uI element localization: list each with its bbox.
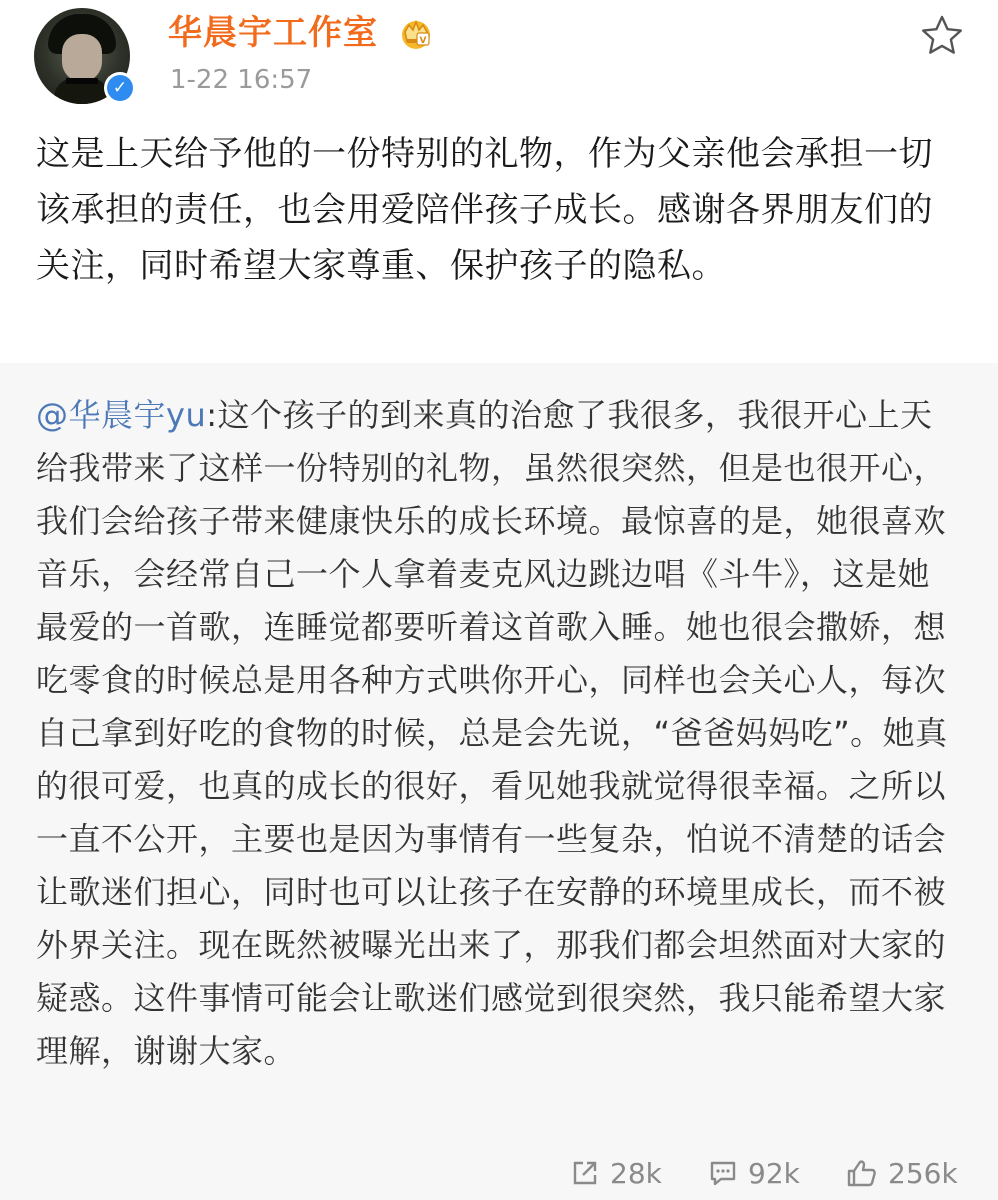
- verified-badge-icon: ✓: [104, 72, 136, 104]
- username[interactable]: 华晨宇工作室: [168, 13, 378, 53]
- like-button[interactable]: [846, 1148, 958, 1198]
- repost-count: 28k: [610, 1156, 662, 1190]
- comment-button[interactable]: [708, 1148, 800, 1198]
- like-count: 256k: [888, 1156, 958, 1190]
- reposted-content[interactable]: [0, 363, 998, 1200]
- action-bar: [0, 1148, 998, 1198]
- post-body-text: 这是上天给予他的一份特别的礼物，作为父亲他会承担一切该承担的责任，也会用爱陪伴孩子成长。感谢各界朋友们的关注，同时希望大家尊重、保护孩子的隐私。: [36, 134, 933, 286]
- repost-icon: [570, 1158, 600, 1188]
- thumbs-up-icon: [846, 1158, 878, 1188]
- repost-body-text: :这个孩子的到来真的治愈了我很多，我很开心上天给我带来了这样一份特别的礼物，虽然很突然，但是也很开心，我们会给孩子带来健康快乐的成长环境。最惊喜的是，她很喜欢音乐，会经常自己一个人拿着麦克风边跳边唱《斗牛》，这是她最爱的一首歌，连睡觉都要听着这首歌入睡。她也很会撒娇，想吃零食的时候总是用各种方式哄你开心，同样也会关心人，每次自己拿到好吃的食物的时候，总是会先说，“爸爸妈妈吃”。她真的很可爱，也真的成长的很好，看见她我就觉得很幸福。之所以一直不公开，主要也是因为事情有一些复杂，怕说不清楚的话会让歌迷们担心，同时也可以让孩子在安静的环境里成长，而不被外界关注。现在既然被曝光出来了，那我们都会坦然面对大家的疑惑。这件事情可能会让歌迷们感觉到很突然，我只能希望大家理解，谢谢大家。: [36, 396, 948, 1070]
- repost-body: [36, 389, 962, 1078]
- comment-icon: [708, 1158, 738, 1188]
- svg-text:V: V: [419, 36, 427, 46]
- comment-count: 92k: [748, 1156, 800, 1190]
- crown-icon: [398, 16, 434, 50]
- mention-link[interactable]: @华晨宇yu: [36, 396, 207, 434]
- post-timestamp: 1-22 16:57: [170, 65, 313, 95]
- star-icon[interactable]: [920, 14, 964, 56]
- repost-button[interactable]: [570, 1148, 662, 1198]
- post-header: [0, 0, 998, 115]
